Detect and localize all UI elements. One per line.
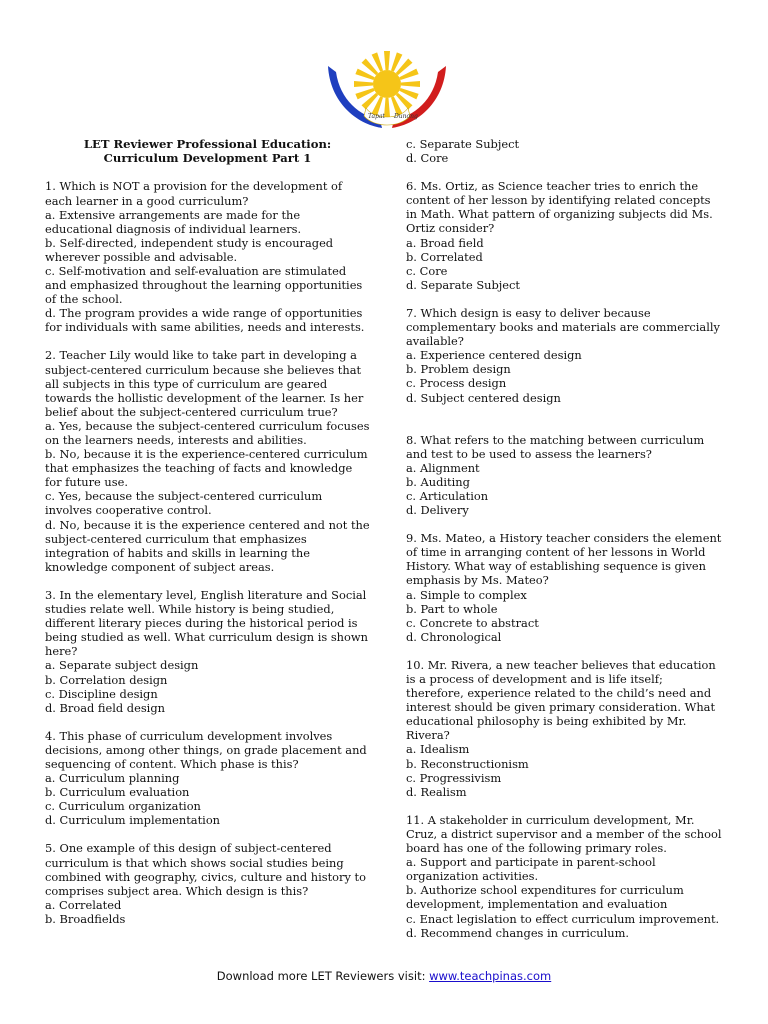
answer-option: d. No, because it is the experience centered and not the subject-centered curriculum that emphasizes integration of habits and skills in learning the knowledge component of subject areas. [45,517,370,574]
answer-option: a. Yes, because the subject-centered curriculum focuses on the learners needs, interests and abilities. [45,418,370,447]
sun-logo [326,50,448,134]
question-block [406,813,724,940]
answer-option: d. Curriculum implementation [45,813,221,828]
answer-option: d. Recommend changes in curriculum. [406,925,629,940]
answer-option: b. Part to whole [406,601,498,616]
logo-banner-left: Tapat [368,113,385,120]
question-stem: 7. Which design is easy to deliver because complementary books and materials are commercially available? [406,305,720,349]
answer-option: c. Discipline design [45,686,158,701]
left-column [45,137,370,940]
answer-option: d. Broad field design [45,700,165,715]
right-column [406,137,724,954]
answer-option: d. Chronological [406,629,502,644]
answer-option: a. Curriculum planning [45,771,180,786]
answer-option: a. Extensive arrangements are made for the educational diagnosis of individual learners. [45,207,302,236]
question-block [406,531,724,644]
question-block [406,433,724,518]
question-block [45,841,370,926]
answer-option: c. Yes, because the subject-centered curriculum involves cooperative control. [45,489,323,518]
question-block [45,179,370,334]
answer-option: c. Curriculum organization [45,799,201,814]
answer-option: b. Correlated [406,249,483,264]
question-block [45,588,370,715]
answer-option: d. Realism [406,784,467,799]
footer-text: Download more LET Reviewers visit: [216,969,430,983]
question-stem: 4. This phase of curriculum development involves decisions, among other things, on grade placement and sequencing of content. Which phase is this? [45,728,367,771]
answer-option: a. Separate subject design [45,658,199,673]
document-title: LET Reviewer Professional Education: Curriculum Development Part 1 [83,137,332,166]
question-block [406,306,724,405]
question-stem: 9. Ms. Mateo, a History teacher considers the element of time in arranging content of her lessons in World History. What way of establishing sequence is given emphasis by Ms. Mateo? [406,531,722,588]
answer-option: d. Core [406,151,449,166]
answer-option: b. Reconstructionism [406,756,529,771]
question-block [406,179,724,292]
question-stem: 11. A stakeholder in curriculum development, Mr. Cruz, a district supervisor and a member of the school board has one of the following primary roles. [406,812,722,856]
answer-option: d. Subject centered design [406,390,561,405]
question-block [406,658,724,799]
footer [0,969,768,983]
answer-option: a. Support and participate in parent-school organization activities. [406,855,656,884]
question-block [45,348,370,574]
answer-option: b. Curriculum evaluation [45,785,190,800]
question-stem: 8. What refers to the matching between curriculum and test to be used to assess the learners? [406,432,705,461]
footer-link[interactable]: www.teachpinas.com [429,969,552,983]
answer-option: b. Auditing [406,474,470,489]
answer-option: c. Separate Subject [406,137,520,151]
answer-option: c. Self-motivation and self-evaluation are stimulated and emphasized throughout the learning opportunities of the school. [45,263,363,307]
answer-option: c. Core [406,263,448,278]
answer-option: c. Concrete to abstract [406,615,539,630]
answer-option: b. Authorize school expenditures for curriculum development, implementation and evaluation [406,883,684,912]
answer-option: b. Broadfields [45,911,126,926]
answer-option: a. Idealism [406,742,470,757]
answer-option: b. Self-directed, independent study is encouraged wherever possible and advisable. [45,235,334,264]
question-block [406,137,724,165]
answer-option: d. Separate Subject [406,277,520,292]
answer-option: c. Process design [406,376,507,391]
answer-option: a. Simple to complex [406,587,527,602]
answer-option: c. Articulation [406,488,489,503]
question-stem: 3. In the elementary level, English literature and Social studies relate well. While history is being studied, different literary pieces during the historical period is being studied as well. What curriculum design is shown here? [45,587,368,659]
answer-option: b. No, because it is the experience-centered curriculum that emphasizes the teaching of facts and knowledge for future use. [45,447,368,490]
question-stem: 10. Mr. Rivera, a new teacher believes that education is a process of development and is life itself; therefore, experience related to the child’s need and interest should be given primary consideration. What educational philosophy is being exhibited by Mr. Rivera? [406,657,716,743]
question-block [45,729,370,828]
answer-option: b. Problem design [406,362,511,377]
answer-option: a. Broad field [406,235,484,250]
question-stem: 2. Teacher Lily would like to take part in developing a subject-centered curriculum because she believes that all subjects in this type of curriculum are geared towards the hollistic development of the learner. Is her belief about the subject-centered curriculum true? [45,348,364,419]
answer-option: d. The program provides a wide range of opportunities for individuals with same abilities, needs and interests. [45,306,365,335]
answer-option: a. Correlated [45,897,122,912]
question-stem: 6. Ms. Ortiz, as Science teacher tries to enrich the content of her lesson by identifying related concepts in Math. What pattern of organizing subjects did Ms. Ortiz consider? [406,179,713,236]
answer-option: a. Alignment [406,460,480,475]
question-stem: 5. One example of this design of subject-centered curriculum is that which shows social studies being combined with geography, civics, culture and history to comprises subject area. Which design is this? [45,841,366,898]
answer-option: b. Correlation design [45,672,168,687]
sun-logo-icon [326,50,448,134]
logo-banner-right: Dunong [394,113,418,120]
answer-option: c. Enact legislation to effect curriculum improvement. [406,911,720,926]
answer-option: a. Experience centered design [406,348,582,363]
answer-option: d. Delivery [406,503,469,518]
answer-option: c. Progressivism [406,770,502,785]
question-stem: 1. Which is NOT a provision for the development of each learner in a good curriculum? [45,179,343,208]
